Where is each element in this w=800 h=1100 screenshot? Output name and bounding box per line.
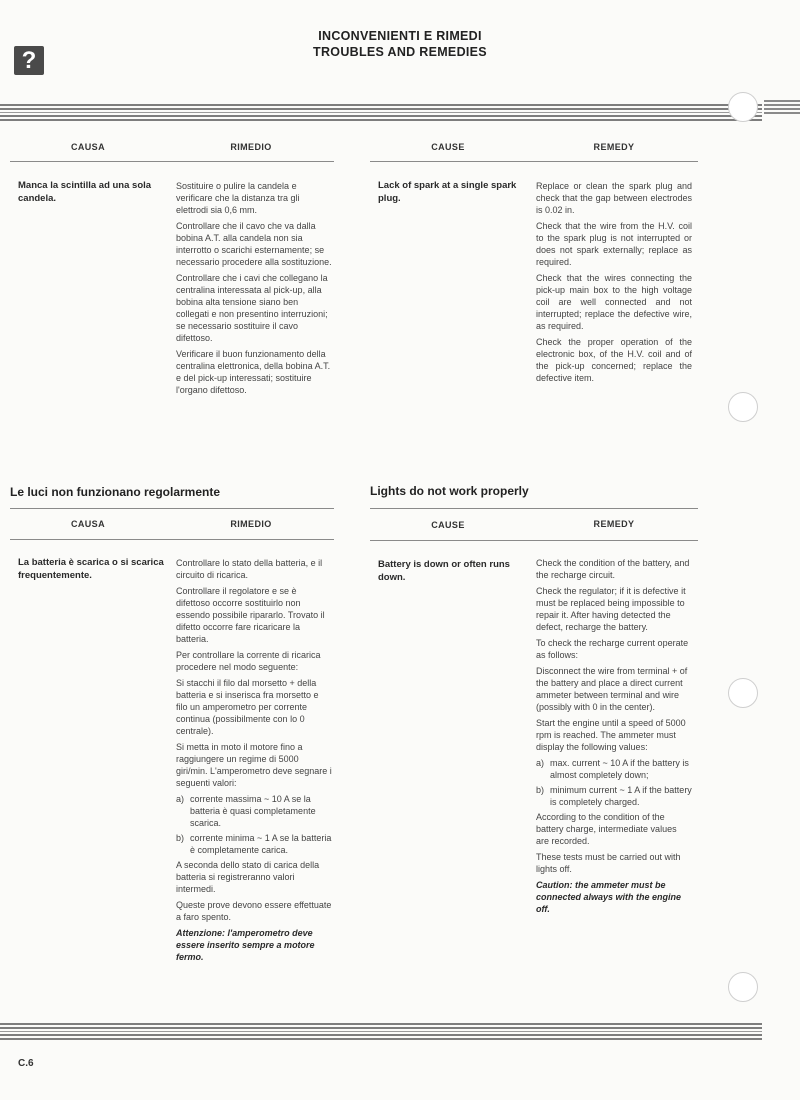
binder-hole bbox=[728, 392, 758, 422]
cause-text: La batteria è scarica o si scarica frequentemente. bbox=[18, 557, 164, 581]
list-item: a) max. current ~ 10 A if the battery is almost completely down; bbox=[536, 758, 689, 780]
question-mark-box-icon: ? bbox=[14, 46, 44, 75]
section-title-italian: Le luci non funzionano regolarmente bbox=[10, 485, 221, 499]
remedy-paragraph: Check the condition of the battery, and the recharge circuit. bbox=[536, 558, 690, 580]
column-header-rule bbox=[10, 539, 334, 540]
top-band-tab bbox=[764, 100, 800, 118]
remedy-paragraph: Check the regulator; if it is defective it must be replaced being impossible to repair it. After having detected the defect, recharge the battery. bbox=[536, 586, 686, 632]
list-item: a) corrente massima ~ 10 A se la batteria è quasi completamente scarica. bbox=[176, 794, 316, 828]
remedy-paragraph: Si metta in moto il motore fino a raggiungere un regime di 5000 giri/min. L'amperometro deve segnare i seguenti valori: bbox=[176, 742, 332, 788]
list-item: b) corrente minima ~ 1 A se la batteria è completamente carica. bbox=[176, 833, 332, 855]
binder-hole bbox=[728, 972, 758, 1002]
column-header-remedy: REMEDY bbox=[593, 519, 635, 529]
caution-note: Attenzione: l'amperometro deve essere inserito sempre a motore fermo. bbox=[176, 928, 315, 962]
section-rule bbox=[10, 508, 334, 509]
remedy-block bbox=[176, 557, 332, 967]
remedy-paragraph: Queste prove devono essere effettuate a faro spento. bbox=[176, 900, 332, 922]
remedy-paragraph: Sostituire o pulire la candela e verificare che la distanza tra gli elettrodi sia 0,6 mm. bbox=[176, 181, 300, 215]
remedy-paragraph: Replace or clean the spark plug and check that the gap between electrodes is 0.02 in. bbox=[536, 181, 692, 215]
column-header-causa: CAUSA bbox=[70, 519, 105, 529]
remedy-paragraph: According to the condition of the battery charge, intermediate values are recorded. bbox=[536, 812, 677, 846]
binder-hole bbox=[728, 92, 758, 122]
column-header-rule bbox=[370, 161, 698, 162]
remedy-paragraph: Controllare il regolatore e se è difettoso occorre sostituirlo non essendo possibile ripararlo. Trovato il difetto occorre fare ricaricare la batteria. bbox=[176, 586, 325, 644]
remedy-paragraph: To check the recharge current operate as follows: bbox=[536, 638, 689, 660]
remedy-paragraph: Check the proper operation of the electronic box, of the H.V. coil and of the pick-up concerned; replace the defective item. bbox=[536, 337, 692, 383]
remedy-paragraph: Check that the wires connecting the pick-up main box to the high voltage coil are well connected and not interrupted; replace the defective wire, as required. bbox=[536, 273, 692, 331]
remedy-paragraph: Start the engine until a speed of 5000 rpm is reached. The ammeter must display the following values: bbox=[536, 718, 686, 752]
column-header-rimedio: RIMEDIO bbox=[230, 142, 272, 152]
section-rule bbox=[370, 508, 698, 509]
remedy-paragraph: Disconnect the wire from terminal + of the battery and place a direct current ammeter between terminal and wire (possibly with 0 in the center). bbox=[536, 666, 688, 712]
remedy-paragraph: Verificare il buon funzionamento della centralina elettronica, della bobina A.T. e del pick-up interessati; sostituire l'organo difettoso. bbox=[176, 349, 331, 395]
column-header-rule bbox=[10, 161, 334, 162]
remedy-paragraph: Check that the wire from the H.V. coil to the spark plug is not interrupted or does not spark externally; replace as required. bbox=[536, 221, 692, 267]
column-header-cause: CAUSE bbox=[431, 142, 465, 152]
remedy-paragraph: Controllare che i cavi che collegano la centralina interessata al pick-up, alla bobina alta tensione siano ben collegati e non presentino interruzioni; se necessario sostituire il cavo difettoso. bbox=[176, 273, 328, 343]
column-header-rimedio: RIMEDIO bbox=[230, 519, 272, 529]
section-title-english: Lights do not work properly bbox=[370, 484, 529, 498]
column-header-rule bbox=[370, 540, 698, 541]
page-number: C.6 bbox=[18, 1058, 34, 1069]
bottom-divider-band bbox=[0, 1023, 762, 1042]
cause-text: Lack of spark at a single spark plug. bbox=[378, 180, 517, 204]
list-item: b) minimum current ~ 1 A if the battery is completely charged. bbox=[536, 785, 692, 807]
remedy-paragraph: Per controllare la corrente di ricarica procedere nel modo seguente: bbox=[176, 650, 321, 672]
remedy-paragraph: Controllare che il cavo che va dalla bobina A.T. alla candela non sia interrotto o scarichi esternamente; se necessario procedere alla sostituzione. bbox=[176, 221, 332, 267]
remedy-paragraph: These tests must be carried out with lights off. bbox=[536, 852, 681, 874]
remedy-paragraph: Controllare lo stato della batteria, e il circuito di ricarica. bbox=[176, 558, 323, 580]
remedy-block bbox=[176, 180, 332, 400]
remedy-block bbox=[536, 557, 692, 919]
page-title bbox=[220, 28, 580, 60]
cause-text: Manca la scintilla ad una sola candela. bbox=[18, 180, 152, 204]
cause-text: Battery is down or often runs down. bbox=[378, 559, 510, 583]
column-header-remedy: REMEDY bbox=[593, 142, 635, 152]
binder-hole bbox=[728, 678, 758, 708]
column-header-cause: CAUSE bbox=[431, 520, 465, 530]
column-header-causa: CAUSA bbox=[70, 142, 105, 152]
page-title-english: TROUBLES AND REMEDIES bbox=[313, 45, 487, 59]
caution-note: Caution: the ammeter must be connected always with the engine off. bbox=[536, 880, 682, 914]
remedy-paragraph: A seconda dello stato di carica della batteria si registreranno valori intermedi. bbox=[176, 860, 320, 894]
remedy-paragraph: Si stacchi il filo dal morsetto + della batteria e si inserisca fra morsetto e filo un amperometro per corrente continua (possibilmente con lo 0 centrale). bbox=[176, 678, 319, 736]
top-divider-band bbox=[0, 104, 762, 123]
page-title-italian: INCONVENIENTI E RIMEDI bbox=[318, 29, 482, 43]
remedy-block bbox=[536, 180, 692, 388]
